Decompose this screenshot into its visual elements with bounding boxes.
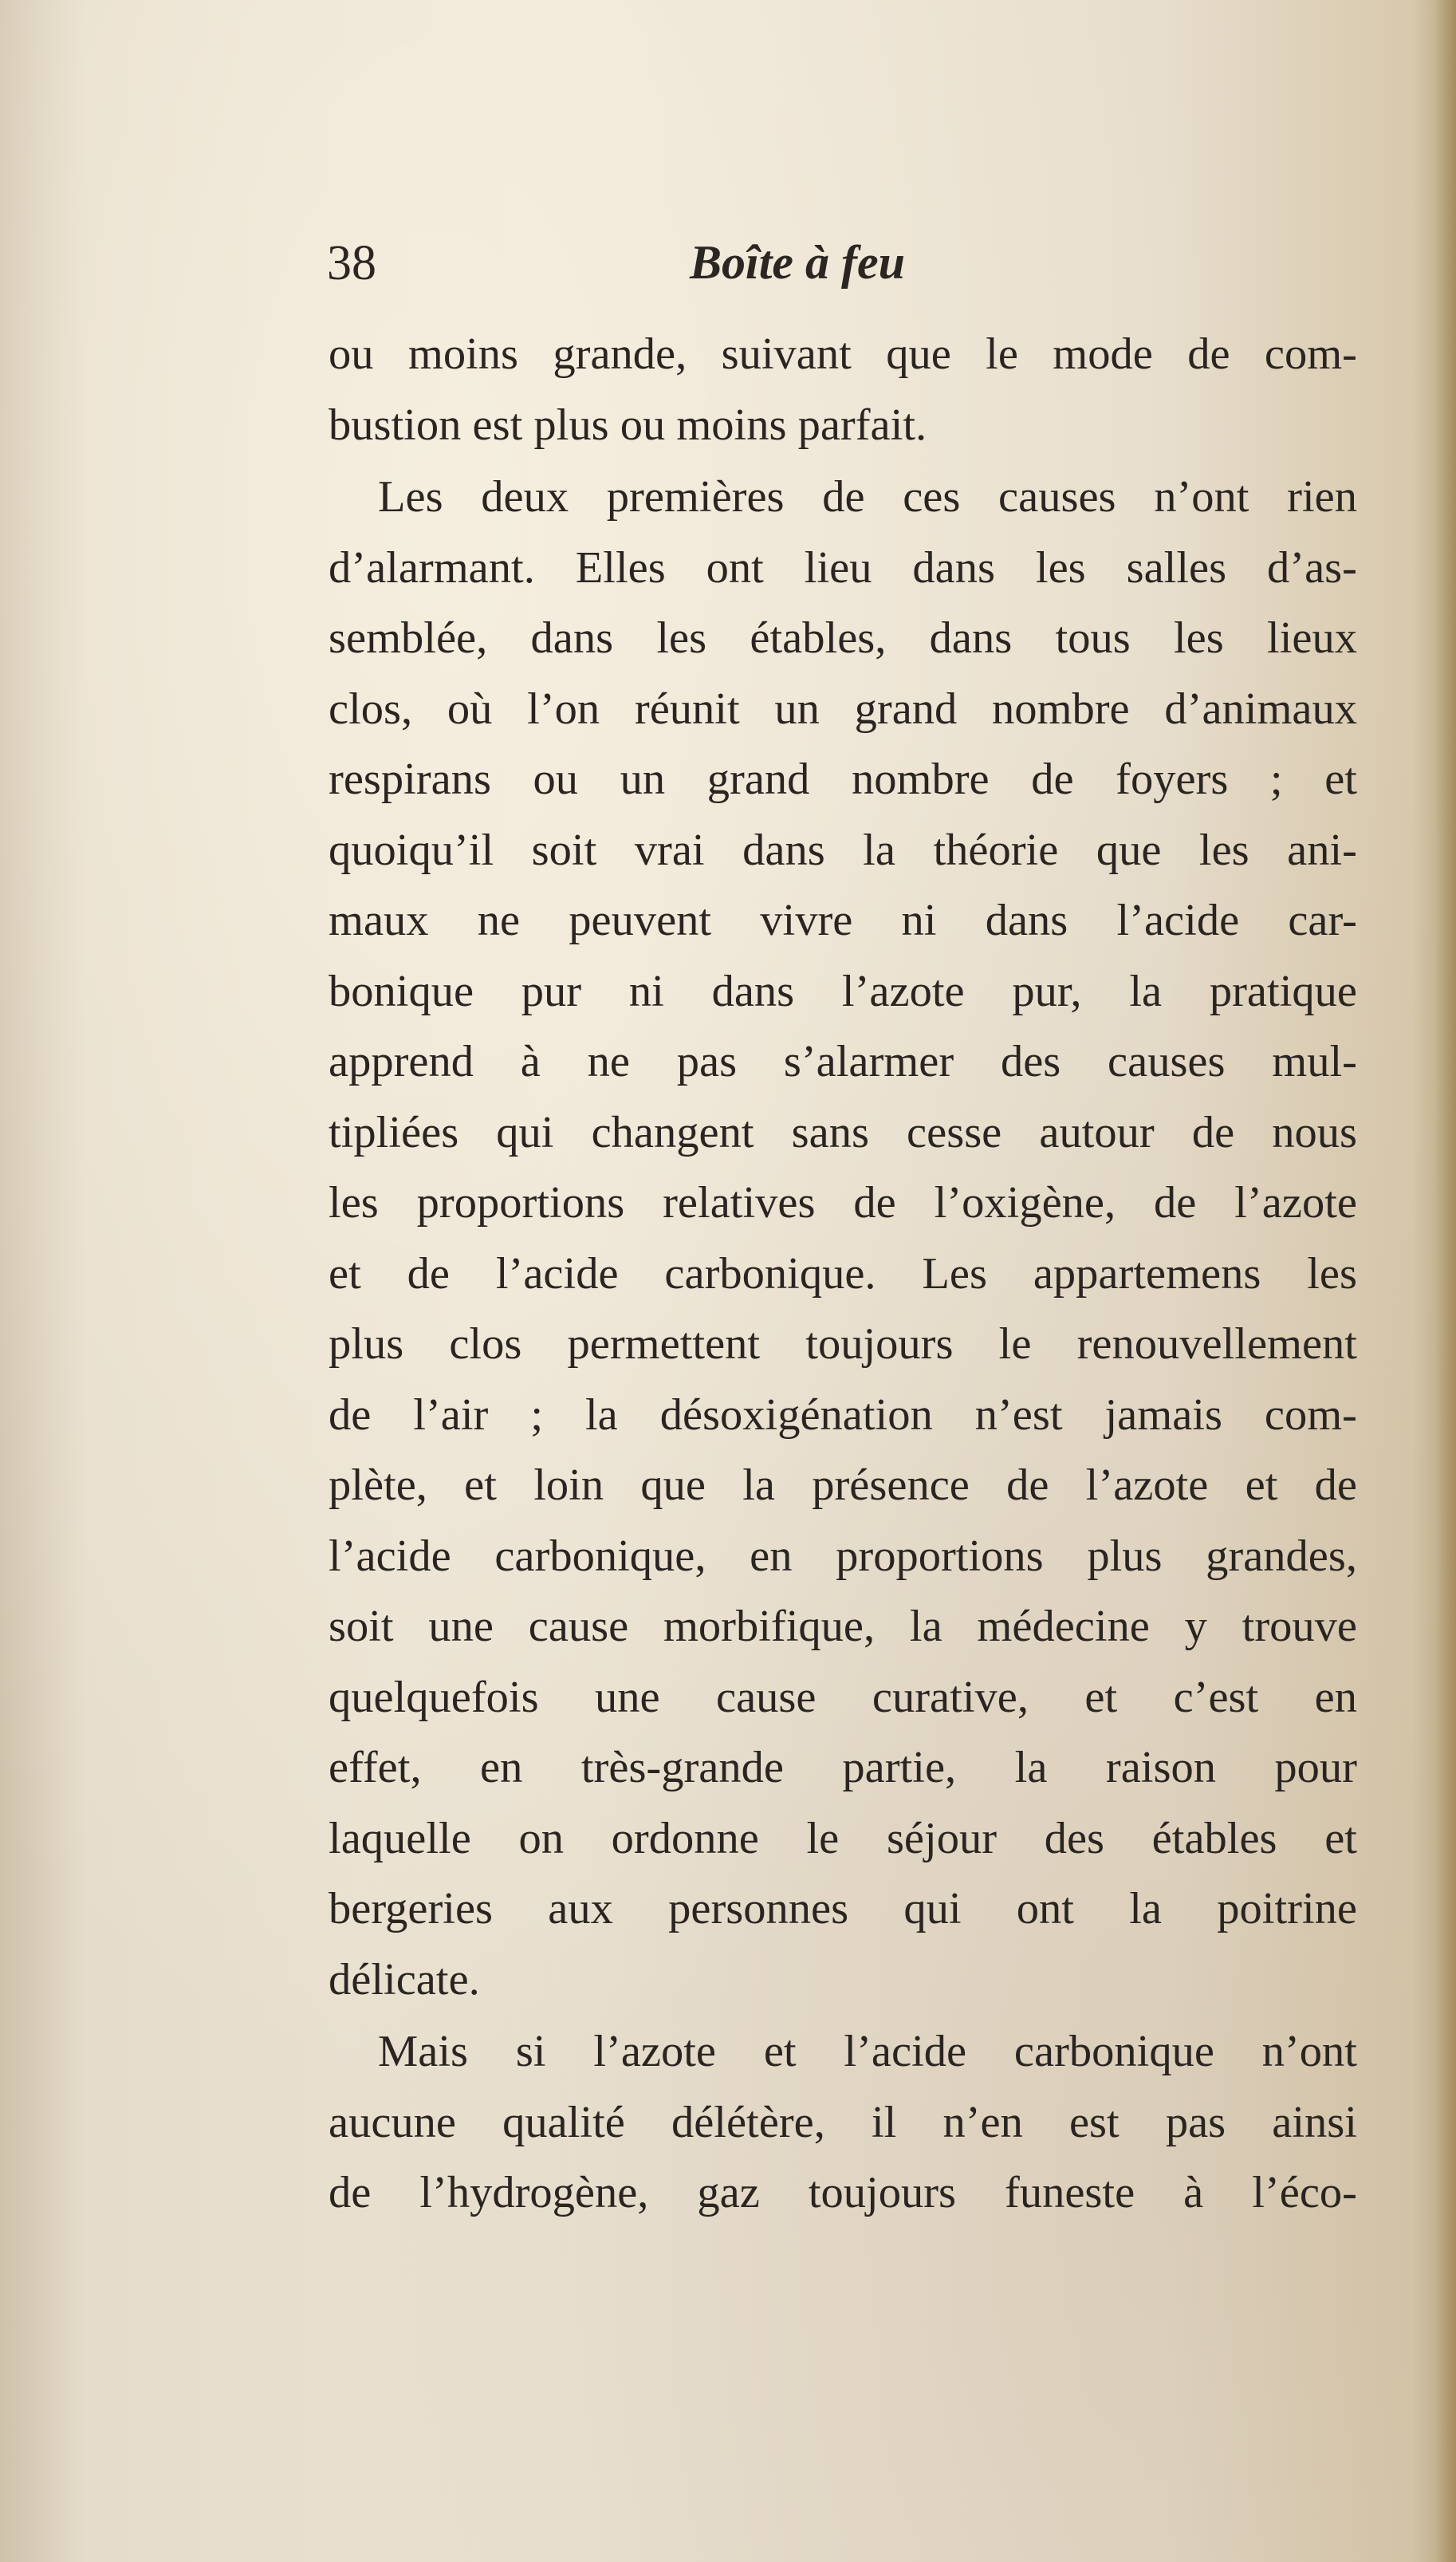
text-line: quelquefois une cause curative, et c’est en — [329, 1672, 1357, 1722]
page-edge-shadow — [1435, 0, 1456, 2562]
text-line: d’alarmant. Elles ont lieu dans les salles d’as- — [329, 542, 1357, 593]
text-line: apprend à ne pas s’alarmer des causes mul- — [329, 1037, 1357, 1086]
paragraph-first-line: Mais si l’azote et l’acide carbonique n’ont — [378, 2027, 1357, 2076]
text-line: bustion est plus ou moins parfait. — [329, 400, 927, 450]
text-line: de l’hydrogène, gaz toujours funeste à l’éco- — [329, 2168, 1357, 2217]
text-line: l’acide carbonique, en proportions plus grandes, — [329, 1531, 1357, 1581]
text-line: soit une cause morbifique, la médecine y trouve — [329, 1602, 1357, 1651]
text-line: plus clos permettent toujours le renouvellement — [329, 1319, 1357, 1369]
running-head — [327, 227, 1364, 299]
text-line: bonique pur ni dans l’azote pur, la pratique — [329, 966, 1357, 1016]
text-line: de l’air ; la désoxigénation n’est jamais com- — [329, 1389, 1357, 1440]
text-line: et de l’acide carbonique. Les appartemens les — [329, 1248, 1357, 1299]
body-text — [329, 319, 1357, 2229]
text-line: bergeries aux personnes qui ont la poitrine — [329, 1884, 1357, 1933]
paragraph-first-line: Les deux premières de ces causes n’ont rien — [378, 472, 1357, 522]
text-line: effet, en très-grande partie, la raison pour — [329, 1743, 1357, 1792]
text-line: aucune qualité délétère, il n’en est pas ainsi — [329, 2097, 1357, 2147]
page-number: 38 — [327, 236, 376, 290]
text-line: délicate. — [329, 1954, 480, 2004]
text-line: semblée, dans les étables, dans tous les lieux — [329, 613, 1357, 663]
text-line: les proportions relatives de l’oxigène, de l’azote — [329, 1178, 1357, 1228]
text-line: clos, où l’on réunit un grand nombre d’animaux — [329, 684, 1357, 734]
running-title: Boîte à feu — [690, 236, 905, 289]
text-line: respirans ou un grand nombre de foyers ; et — [329, 755, 1357, 804]
text-line: laquelle on ordonne le séjour des étables et — [329, 1813, 1357, 1863]
text-line: tipliées qui changent sans cesse autour de nous — [329, 1107, 1357, 1157]
text-line: ou moins grande, suivant que le mode de com- — [329, 329, 1357, 379]
text-line: plète, et loin que la présence de l’azote et de — [329, 1460, 1357, 1510]
text-line: quoiqu’il soit vrai dans la théorie que les ani- — [329, 825, 1357, 875]
text-line: maux ne peuvent vivre ni dans l’acide car- — [329, 896, 1357, 945]
